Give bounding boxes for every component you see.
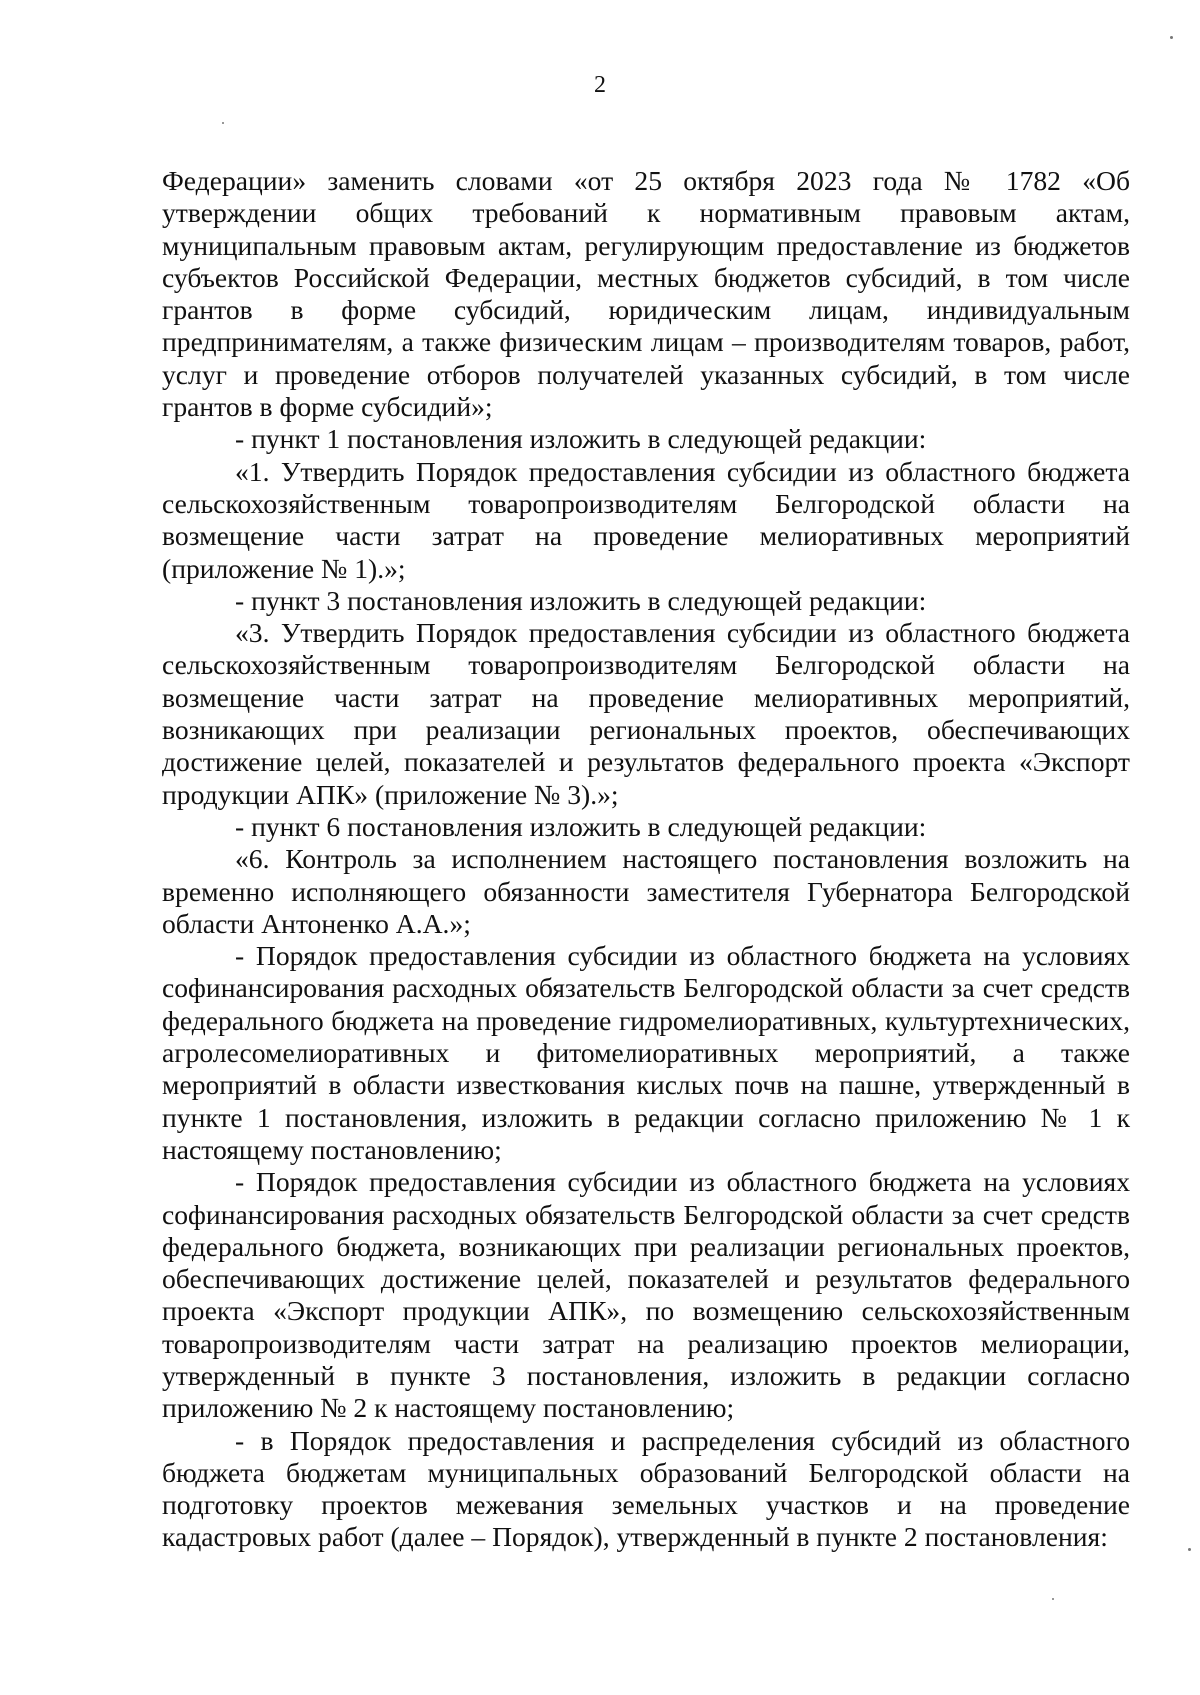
paragraph-procedure-1: - Порядок предоставления субсидии из областного бюджета на условиях софинансирования расходных обязательств Белгородской области за счет средств федерального бюджета на проведение гидромелиоративных, культуртехнических, агролесомелиоративных и фитомелиоративных мероприятий, а также мероприятий в области известкования кислых почв на пашне, утвержденный в пункте 1 постановления, изложить в редакции согласно приложению № 1 к настоящему постановлению;: [162, 940, 1130, 1165]
page-number: 2: [594, 72, 606, 98]
paragraph-procedure-land: - в Порядок предоставления и распределения субсидий из областного бюджета бюджетам муниципальных образований Белгородской области на подготовку проектов межевания земельных участков и на проведение кадастровых работ (далее – Порядок), утвержденный в пункте 2 постановления:: [162, 1424, 1130, 1553]
scan-speck: [222, 122, 224, 124]
paragraph-item-3-heading: - пункт 3 постановления изложить в следующей редакции:: [235, 584, 927, 616]
paragraph-federation-continuation: Федерации» заменить словами «от 25 октября 2023 года № 1782 «Об утверждении общих требований к нормативным правовым актам, муниципальным правовым актам, регулирующим предоставление из бюджетов субъектов Российской Федерации, местных бюджетов субсидий, в том числе грантов в форме субсидий, юридическим лицам, индивидуальным предпринимателям, а также физическим лицам – производителям товаров, работ, услуг и проведение отборов получателей указанных субсидий, в том числе грантов в форме субсидий»;: [162, 165, 1130, 423]
paragraph-item-6-heading: - пункт 6 постановления изложить в следующей редакции:: [235, 810, 927, 842]
paragraph-item-1-heading: - пункт 1 постановления изложить в следующей редакции:: [235, 423, 927, 455]
paragraph-item-3-text: «3. Утвердить Порядок предоставления субсидии из областного бюджета сельскохозяйственным товаропроизводителям Белгородской области на возмещение части затрат на проведение мелиоративных мероприятий, возникающих при реализации региональных проектов, обеспечивающих достижение целей, показателей и результатов федерального проекта «Экспорт продукции АПК» (приложение № 3).»;: [162, 617, 1130, 810]
scan-speck: [1052, 1598, 1054, 1600]
scan-speck: [1170, 36, 1173, 39]
scan-speck: [1188, 1548, 1191, 1551]
paragraph-procedure-2: - Порядок предоставления субсидии из областного бюджета на условиях софинансирования расходных обязательств Белгородской области за счет средств федерального бюджета, возникающих при реализации региональных проектов, обеспечивающих достижение целей, показателей и результатов федерального проекта «Экспорт продукции АПК», по возмещению сельскохозяйственным товаропроизводителям части затрат на реализацию проектов мелиорации, утвержденный в пункте 3 постановления, изложить в редакции согласно приложению № 2 к настоящему постановлению;: [162, 1166, 1130, 1424]
paragraph-item-6-text: «6. Контроль за исполнением настоящего постановления возложить на временно исполняющего обязанности заместителя Губернатора Белгородской области Антоненко А.А.»;: [162, 843, 1130, 939]
paragraph-item-1-text: «1. Утвердить Порядок предоставления субсидии из областного бюджета сельскохозяйственным товаропроизводителям Белгородской области на возмещение части затрат на проведение мелиоративных мероприятий (приложение № 1).»;: [162, 455, 1130, 584]
document-body: [162, 165, 1130, 1554]
